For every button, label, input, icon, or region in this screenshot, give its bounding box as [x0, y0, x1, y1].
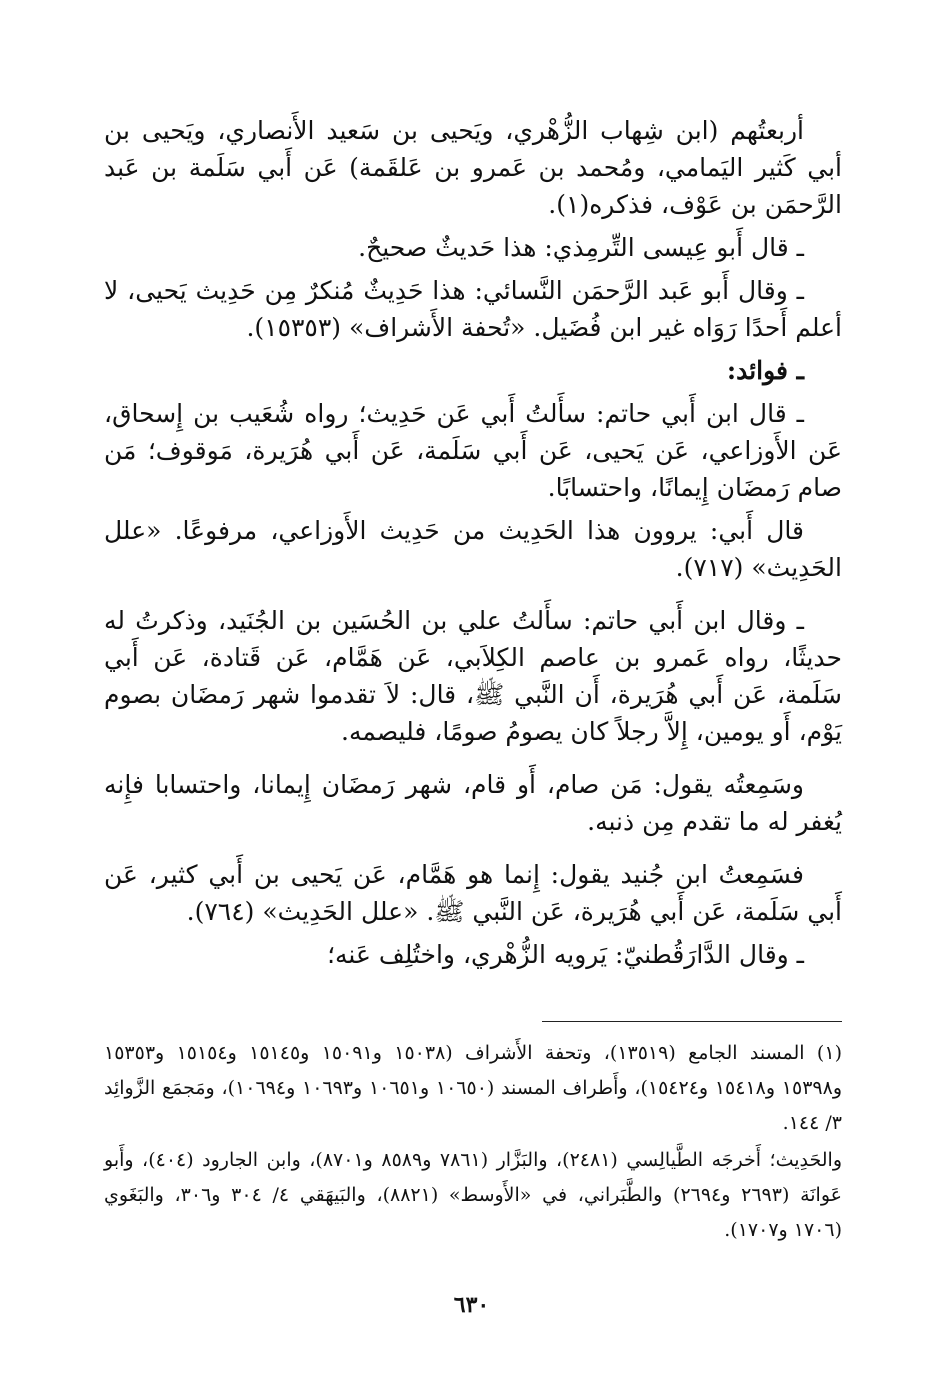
paragraph-nasai: ـ وقال أَبو عَبد الرَّحمَن النَّسائي: هذا حَدِيثٌ مُنكرٌ مِن حَدِيث يَحيى، لا أعلم أَحدًا رَوَاه غير ابن فُضَيل. «تُحفة الأَشراف» (١٥٣٥٣).: [104, 276, 842, 342]
paragraph-ibn-abi-hatim-1: ـ قال ابن أَبي حاتم: سأَلتُ أَبي عَن حَدِيث؛ رواه شُعَيب بن إِسحاق، عَن الأَوزاعي، عَن يَحيى، عَن أَبي سَلَمة، عَن أَبي هُرَيرة، مَوقوف؛ مَن صام رَمضَان إِيمانًا، واحتسابًا.: [104, 399, 842, 502]
footnote-takhrij: والحَدِيث؛ أَخرجَه الطَّيالِسي (٢٤٨١)، والبَزَّار (٧٨٦١ و٨٥٨٩ و٨٧٠١)، وابن الجارود (٤٠٤)، وأَبو عَوانَة (٢٦٩٣ و٢٦٩٤) والطَّبَراني، في «الأَوسط» (٨٨٢١)، والبَيهَقي ٤/ ٣٠٤ و٣٠٦، والبَغَوي (١٧٠٦ و١٧٠٧).: [104, 1149, 843, 1241]
section-heading-fawaid: ـ فوائد:: [726, 356, 804, 385]
main-text: [104, 112, 842, 979]
paragraph-ibn-junayd: فسَمِعتُ ابن جُنيد يقول: إِنما هو هَمَّام، عَن يَحيى بن أَبي كثير، عَن أَبي سَلَمة، عَن أَبي هُرَيرة، عَن النَّبي ﷺ. «علل الحَدِيث» (٧٦٤).: [104, 860, 842, 926]
footnote-1: (١) المسند الجامع (١٣٥١٩)، وتحفة الأَشراف (١٥٠٣٨ و١٥٠٩١ و١٥١٤٥ و١٥١٥٤ و١٥٣٥٣ و١٥٣٩٨ و١٥٤١٨ و١٥٤٢٤)، وأَطراف المسند (١٠٦٥٠ و١٠٦٥١ و١٠٦٩٣ و١٠٦٩٤)، ومَجمَع الزَّوائِد ٣/ ١٤٤.: [104, 1042, 842, 1134]
page-number: ٦٣٠: [453, 1292, 490, 1318]
paragraph-samituhu: وسَمِعتُه يقول: مَن صام، أَو قام، شهر رَمضَان إِيمانا، واحتسابا فإِنه يُغفر له ما تقدم مِن ذنبه.: [104, 770, 842, 836]
footnote-divider: [542, 1021, 842, 1022]
paragraph-qala-abi: قال أَبي: يروون هذا الحَدِيث من حَدِيث الأَوزاعي، مرفوعًا. «علل الحَدِيث» (٧١٧).: [104, 516, 842, 582]
footnotes: [104, 1036, 842, 1248]
paragraph-ibn-abi-hatim-2: ـ وقال ابن أَبي حاتم: سأَلتُ علي بن الحُسَين بن الجُنَيد، وذكرتُ له حديثًا، رواه عَمرو بن عاصم الكِلاَبي، عَن هَمَّام، عَن قَتادة، عَن أَبي سَلَمة، عَن أَبي هُرَيرة، أَن النَّبي ﷺ، قال: لاَ تقدموا شهر رَمضَان بصوم يَوْم، أَو يومين، إِلاَّ رجلاً كان يصومُ صومًا، فليصمه.: [104, 606, 842, 746]
paragraph-tirmidhi: ـ قال أَبو عِيسى التِّرمِذي: هذا حَديثٌ صحيحٌ.: [358, 233, 804, 262]
paragraph-daraqutni: ـ وقال الدَّارَقُطنيّ: يَرويه الزُّهْري، واختُلِف عَنه؛: [327, 940, 804, 969]
paragraph-isnad: أربعتُهم (ابن شِهاب الزُّهْري، ويَحيى بن سَعيد الأَنصاري، ويَحيى بن أبي كَثير اليَمامي، ومُحمد بن عَمرو بن عَلقَمة) عَن أَبي سَلَمة بن عَبد الرَّحمَن بن عَوْف، فذكره(١).: [104, 116, 842, 219]
